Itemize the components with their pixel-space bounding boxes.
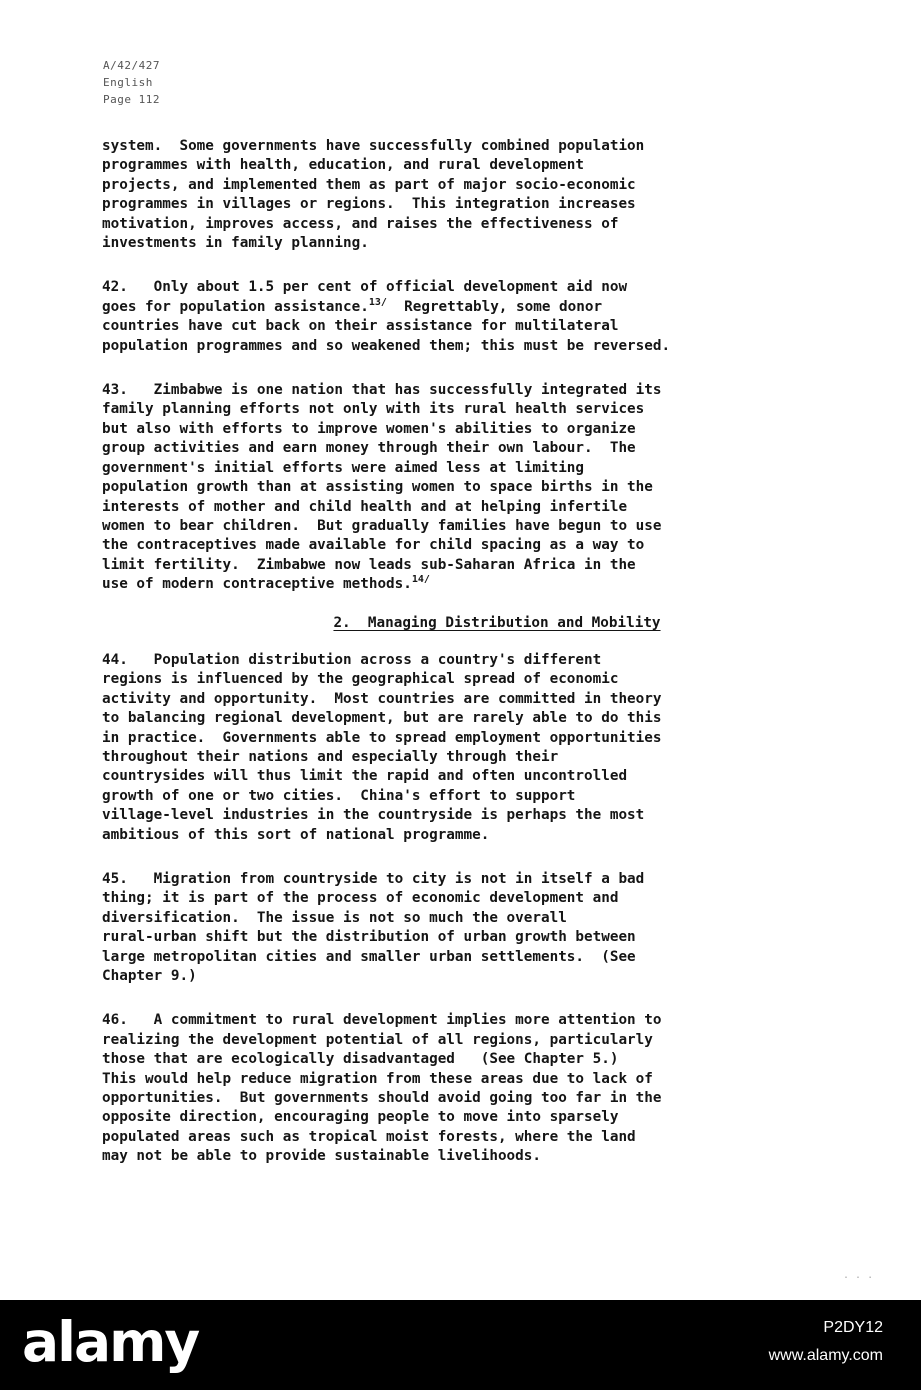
text-line: opportunities. But governments should avoid going too far in the <box>102 1090 662 1107</box>
text-line: programmes in villages or regions. This integration increases <box>102 196 636 213</box>
text-line: 42. Only about 1.5 per cent of official development aid now <box>102 279 628 296</box>
document-symbol: A/42/427 <box>103 59 160 72</box>
text-line: those that are ecologically disadvantaged (See Chapter 5.) <box>102 1051 619 1068</box>
text-line: but also with efforts to improve women's abilities to organize <box>102 420 636 437</box>
text-line: the contraceptives made available for child spacing as a way to <box>102 537 645 554</box>
text-line: growth of one or two cities. China's effort to support <box>102 787 576 804</box>
text-line: programmes with health, education, and rural development <box>102 157 585 174</box>
text-line: realizing the development potential of all regions, particularly <box>102 1031 653 1048</box>
paragraph-44 <box>102 651 892 845</box>
text-line: system. Some governments have successfully combined population <box>102 138 645 154</box>
text-line: Regrettably, some donor <box>386 298 603 315</box>
text-line: opposite direction, encouraging people to move into sparsely <box>102 1109 619 1126</box>
text-line: countries have cut back on their assistance for multilateral <box>102 318 619 335</box>
text-line: rural-urban shift but the distribution of urban growth between <box>102 929 636 946</box>
image-id: P2DY12 <box>823 1319 883 1336</box>
text-line: diversification. The issue is not so much the overall <box>102 909 567 926</box>
stock-footer-bar <box>0 1300 921 1390</box>
text-line: may not be able to provide sustainable livelihoods. <box>102 1148 541 1165</box>
text-line: village-level industries in the countryside is perhaps the most <box>102 807 645 824</box>
text-line: investments in family planning. <box>102 235 369 252</box>
text-line: Chapter 9.) <box>102 968 197 985</box>
text-line: to balancing regional development, but are rarely able to do this <box>102 710 662 727</box>
document-header <box>103 57 160 108</box>
paragraph-43 <box>102 381 892 594</box>
text-line: population growth than at assisting women to space births in the <box>102 479 653 496</box>
text-line: regions is influenced by the geographical spread of economic <box>102 671 619 688</box>
text-line: 43. Zimbabwe is one nation that has successfully integrated its <box>102 382 662 399</box>
text-line: activity and opportunity. Most countries are committed in theory <box>102 690 662 707</box>
footer-url: www.alamy.com <box>768 1347 883 1364</box>
text-line: projects, and implemented them as part of major socio-economic <box>102 176 636 193</box>
text-line: women to bear children. But gradually families have begun to use <box>102 517 662 534</box>
paragraph-45 <box>102 870 892 986</box>
text-line: 45. Migration from countryside to city is not in itself a bad <box>102 871 645 887</box>
text-line: in practice. Governments able to spread employment opportunities <box>102 729 662 746</box>
text-line: group activities and earn money through their own labour. The <box>102 440 636 457</box>
scan-mark: . . . <box>843 1270 874 1281</box>
text-line: limit fertility. Zimbabwe now leads sub-Saharan Africa in the <box>102 556 636 573</box>
document-body <box>102 137 892 1192</box>
text-line: throughout their nations and especially through their <box>102 748 559 765</box>
footnote-ref: 13/ <box>368 296 387 308</box>
alamy-logo: alamy <box>22 1310 199 1374</box>
text-line: large metropolitan cities and smaller urban settlements. (See <box>102 948 636 965</box>
text-line: countrysides will thus limit the rapid and often uncontrolled <box>102 768 628 785</box>
page-number: Page 112 <box>103 93 160 106</box>
paragraph-42 <box>102 278 892 356</box>
text-line: motivation, improves access, and raises the effectiveness of <box>102 215 619 232</box>
text-line: goes for population assistance. <box>102 298 369 315</box>
text-line: 46. A commitment to rural development implies more attention to <box>102 1012 662 1029</box>
footnote-ref: 14/ <box>411 574 430 586</box>
paragraph-46 <box>102 1011 892 1166</box>
text-line: family planning efforts not only with its rural health services <box>102 401 645 418</box>
section-heading: 2. Managing Distribution and Mobility <box>333 614 661 631</box>
text-line: population programmes and so weakened them; this must be reversed. <box>102 337 671 354</box>
text-line: government's initial efforts were aimed less at limiting <box>102 459 585 476</box>
document-language: English <box>103 76 153 89</box>
text-line: populated areas such as tropical moist forests, where the land <box>102 1128 636 1145</box>
text-line: ambitious of this sort of national programme. <box>102 826 490 843</box>
text-line: interests of mother and child health and at helping infertile <box>102 498 628 515</box>
text-line: thing; it is part of the process of economic development and <box>102 890 619 907</box>
text-line: This would help reduce migration from these areas due to lack of <box>102 1070 653 1087</box>
paragraph-continuation <box>102 137 892 253</box>
text-line: use of modern contraceptive methods. <box>102 576 412 593</box>
text-line: 44. Population distribution across a country's different <box>102 651 602 668</box>
